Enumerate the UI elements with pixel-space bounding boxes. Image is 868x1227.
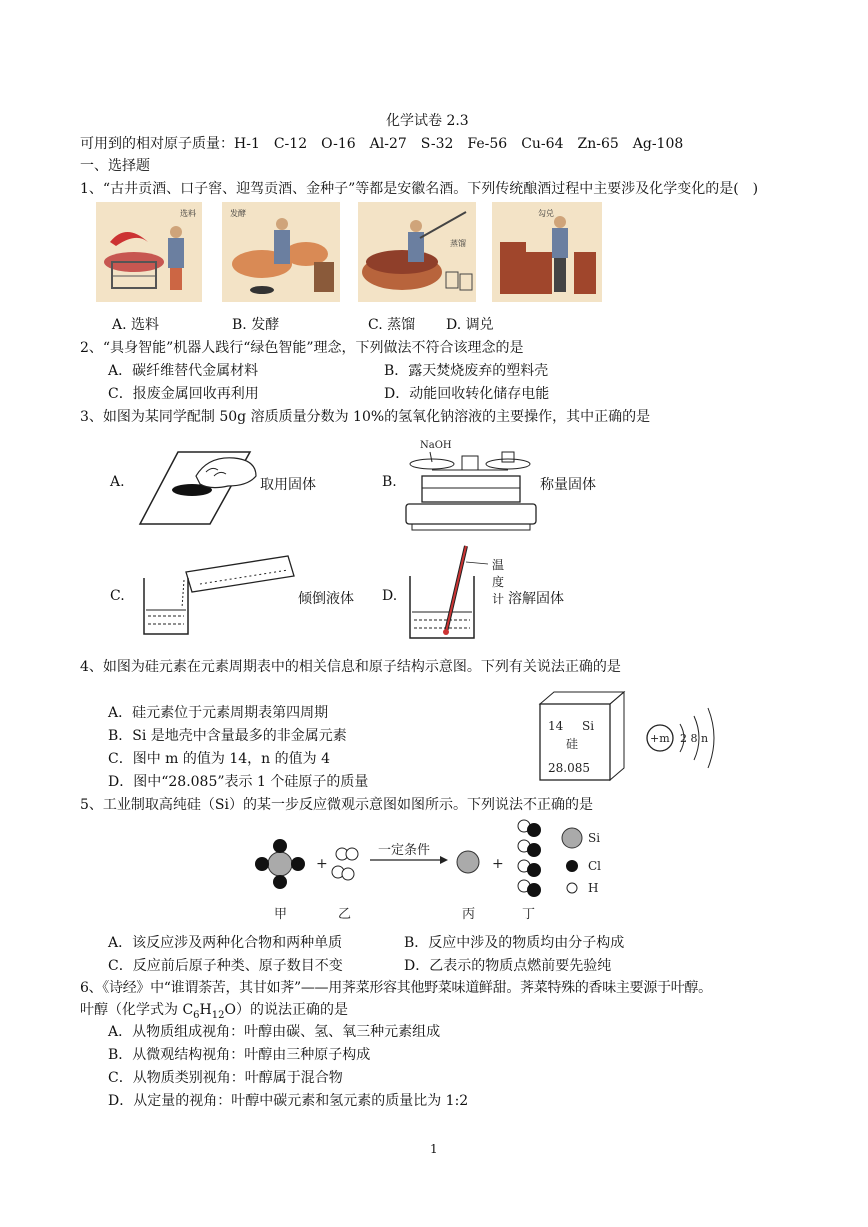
q6-option-d: D．从定量的视角：叶醇中碳元素和氢元素的质量比为 1:2 xyxy=(108,1093,469,1109)
reaction-condition: 一定条件 xyxy=(378,843,431,858)
q5-option-a: A．该反应涉及两种化合物和两种单质 xyxy=(108,935,343,951)
element-name: 硅 xyxy=(566,737,579,751)
q3-stem: 3、如图为某同学配制 50g 溶质质量分数为 10%的氢氧化钠溶液的主要操作，其中正确的是 xyxy=(80,409,651,425)
svg-text:+: + xyxy=(492,856,504,872)
q6-stem-line1: 6、《诗经》中“谁谓荼苦，其甘如荠”——用荠菜形容其他野菜味道鲜甜。荠菜特殊的香味主要源于叶醇。 xyxy=(80,980,712,996)
q1-option-a: A. 选料 xyxy=(112,317,160,333)
q4-option-c: C．图中 m 的值为 14，n 的值为 4 xyxy=(108,751,330,767)
subscript: 6 xyxy=(193,1009,200,1021)
q6-option-a: A．从物质组成视角：叶醇由碳、氢、氧三种元素组成 xyxy=(108,1024,441,1040)
thermometer-label-1: 温 xyxy=(492,558,505,572)
q5-stem: 5、工业制取高纯硅（Si）的某一步反应微观示意图如图所示。下列说法不正确的是 xyxy=(80,797,593,813)
q1-image-blending xyxy=(492,202,602,302)
reaction-diagram xyxy=(252,814,622,922)
q3-letter-b: B. xyxy=(382,474,397,490)
q3-caption-b: 称量固体 xyxy=(540,477,596,493)
q3-figure-pour-liquid xyxy=(138,554,296,638)
q3-caption-d: 溶解固体 xyxy=(508,591,564,607)
q3-figure-dissolve xyxy=(404,542,504,642)
label-ding: 丁 xyxy=(522,907,536,922)
q6-text: O）的说法正确的是 xyxy=(224,1002,348,1018)
silicon-atom-structure xyxy=(644,696,722,780)
q1-option-d: D. 调兑 xyxy=(446,317,494,333)
nucleus-charge: +m xyxy=(650,732,670,745)
q2-option-d: D．动能回收转化储存电能 xyxy=(384,386,550,402)
q4-option-b: B．Si 是地壳中含量最多的非金属元素 xyxy=(108,728,347,744)
q1-option-b: B. 发酵 xyxy=(232,317,280,333)
q1-image-fermenting xyxy=(222,202,340,302)
q4-option-a: A．硅元素位于元素周期表第四周期 xyxy=(108,705,329,721)
legend-h: H xyxy=(588,881,599,895)
q1-image-label: 选料 xyxy=(180,209,196,218)
q6-text: 叶醇（化学式为 C xyxy=(80,1002,194,1018)
legend-si: Si xyxy=(588,831,601,845)
page-number: 1 xyxy=(430,1142,438,1156)
q2-option-c: C．报废金属回收再利用 xyxy=(108,386,259,402)
q2-option-a: A．碳纤维替代金属材料 xyxy=(108,363,259,379)
subscript: 12 xyxy=(211,1009,225,1021)
q1-image-distilling xyxy=(358,202,476,302)
q5-option-c: C．反应前后原子种类、原子数目不变 xyxy=(108,958,343,974)
q5-option-d: D．乙表示的物质点燃前要先验纯 xyxy=(404,958,612,974)
q4-option-d: D．图中“28.085”表示 1 个硅原子的质量 xyxy=(108,774,369,790)
thermometer-label-2: 度 xyxy=(492,575,505,589)
label-jia: 甲 xyxy=(274,907,288,922)
label-bing: 丙 xyxy=(462,907,476,922)
q4-stem: 4、如图为硅元素在元素周期表中的相关信息和原子结构示意图。下列有关说法正确的是 xyxy=(80,659,621,675)
label-yi: 乙 xyxy=(338,907,352,922)
q3-letter-c: C. xyxy=(110,588,125,604)
q3-letter-d: D. xyxy=(382,588,398,604)
naoh-label: NaOH xyxy=(420,440,452,451)
q1-image-label: 蒸馏 xyxy=(450,239,466,248)
atomic-number: 14 xyxy=(548,719,564,733)
svg-text:+: + xyxy=(316,856,328,872)
q1-image-selecting xyxy=(96,202,202,302)
q3-figure-balance xyxy=(404,436,538,532)
q1-option-c: C. 蒸馏 xyxy=(368,317,416,333)
atomic-mass: 28.085 xyxy=(548,761,590,775)
silicon-periodic-cell xyxy=(538,690,626,782)
q6-option-b: B．从微观结构视角：叶醇由三种原子构成 xyxy=(108,1047,371,1063)
q2-stem: 2、“具身智能”机器人践行“绿色智能”理念，下列做法不符合该理念的是 xyxy=(80,340,524,356)
element-symbol: Si xyxy=(582,719,595,733)
q3-caption-a: 取用固体 xyxy=(260,477,316,493)
q6-stem-line2 xyxy=(80,999,348,1021)
q1-image-label: 发酵 xyxy=(230,209,246,218)
q3-figure-take-solid xyxy=(138,446,260,528)
q3-letter-a: A. xyxy=(110,474,125,490)
q3-caption-c: 倾倒液体 xyxy=(298,591,354,607)
page-title: 化学试卷 2.3 xyxy=(386,113,469,129)
q6-option-c: C．从物质类别视角：叶醇属于混合物 xyxy=(108,1070,343,1086)
section-heading: 一、选择题 xyxy=(80,158,150,174)
q1-stem: 1、“古井贡酒、口子窖、迎驾贡酒、金种子”等都是安徽名酒。下列传统酿酒过程中主要涉及化学变化的是( ) xyxy=(80,181,759,197)
thermometer-label-3: 计 xyxy=(492,592,505,606)
q2-option-b: B．露天焚烧废弃的塑料壳 xyxy=(384,363,549,379)
q1-image-label: 勾兑 xyxy=(538,209,554,218)
q5-option-b: B．反应中涉及的物质均由分子构成 xyxy=(404,935,625,951)
legend-cl: Cl xyxy=(588,859,602,873)
electron-shells: 2 8 n xyxy=(680,732,709,745)
atomic-masses: 可用到的相对原子质量：H-1 C-12 O-16 Al-27 S-32 Fe-56 Cu-64 Zn-65 Ag-108 xyxy=(80,136,684,152)
q6-text: H xyxy=(199,1002,212,1018)
